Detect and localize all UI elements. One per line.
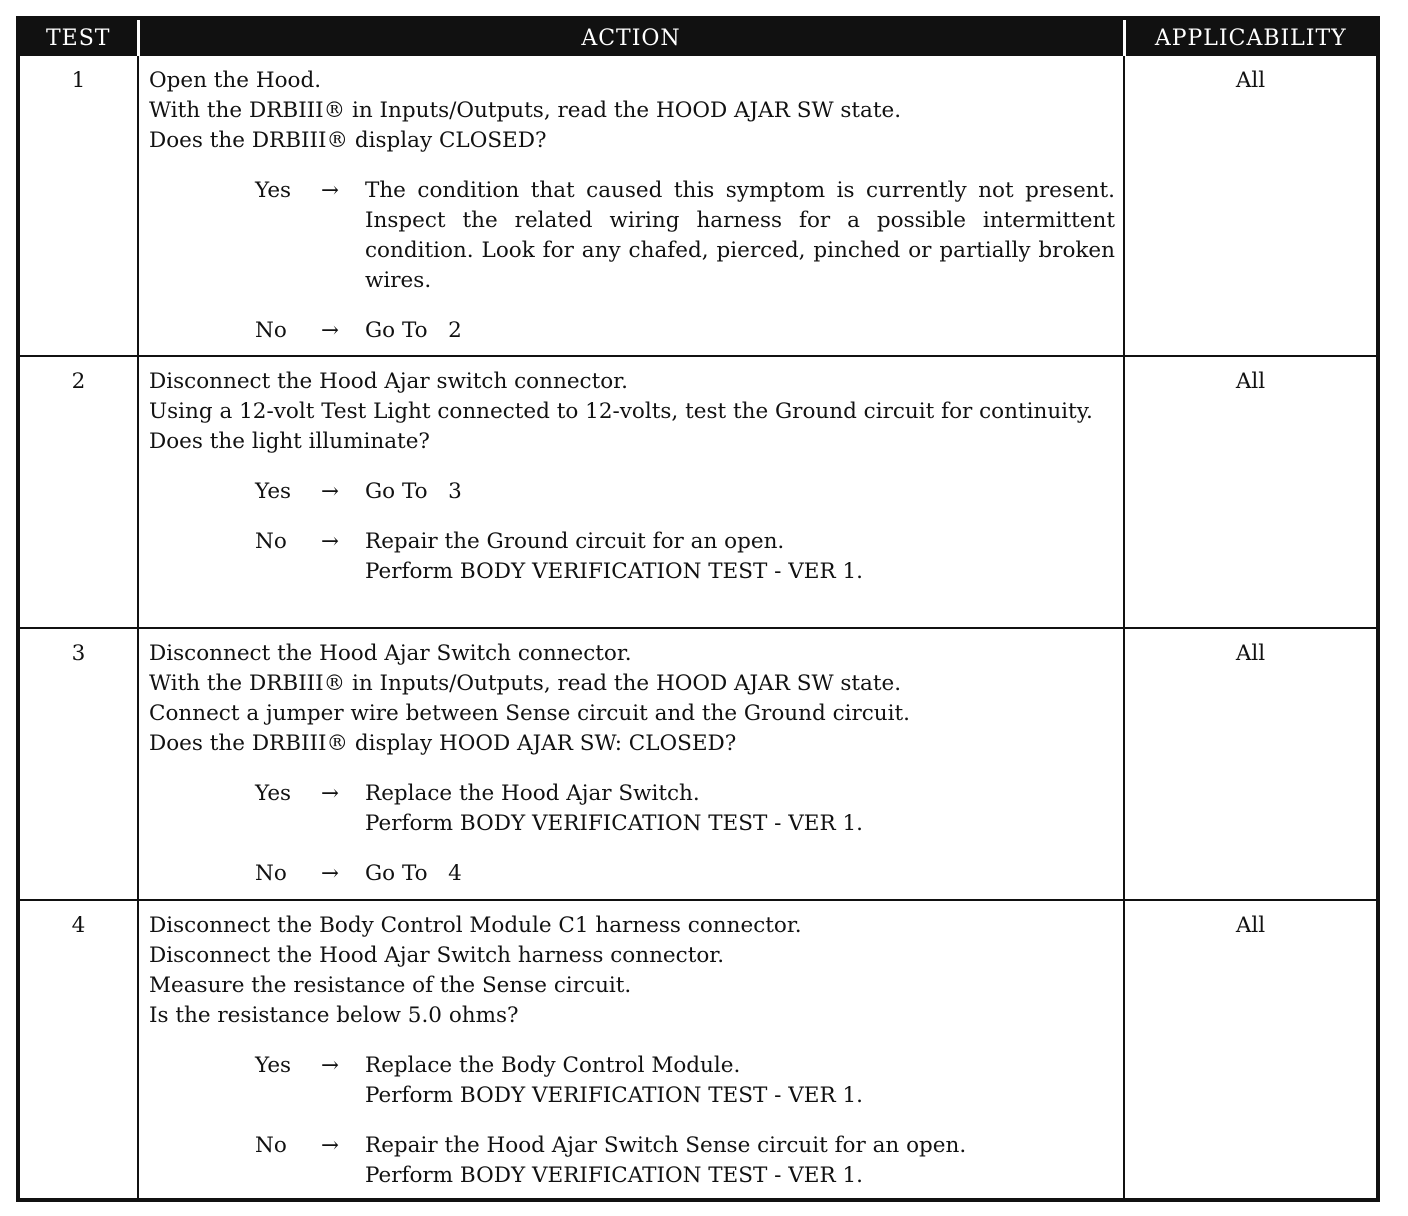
prompt-line: Measure the resistance of the Sense circuit. bbox=[149, 973, 632, 998]
right-arrow-icon: → bbox=[321, 178, 340, 203]
right-arrow-icon: → bbox=[321, 861, 340, 886]
prompt-line: Disconnect the Hood Ajar Switch harness connector. bbox=[149, 943, 725, 968]
no-answer bbox=[149, 527, 1115, 587]
right-arrow-icon: → bbox=[321, 1053, 340, 1078]
no-text: Go To 4 bbox=[365, 861, 462, 886]
right-arrow-icon: → bbox=[321, 781, 340, 806]
no-label: No bbox=[255, 529, 287, 554]
applicability-value: All bbox=[1124, 356, 1376, 628]
test-number: 4 bbox=[20, 900, 138, 1202]
no-answer bbox=[149, 859, 1115, 889]
yes-result bbox=[365, 1051, 1115, 1111]
no-label: No bbox=[255, 318, 287, 343]
prompt-line: Does the light illuminate? bbox=[149, 429, 430, 454]
yes-followup: Perform BODY VERIFICATION TEST - VER 1. bbox=[365, 1083, 864, 1108]
prompt-line: Disconnect the Body Control Module C1 harness connector. bbox=[149, 913, 802, 938]
applicability-value: All bbox=[1124, 56, 1376, 356]
yes-result bbox=[365, 176, 1115, 296]
prompt-line: Open the Hood. bbox=[149, 68, 322, 93]
header-test: TEST bbox=[20, 20, 138, 56]
yes-answer bbox=[149, 779, 1115, 839]
yes-answer bbox=[149, 1051, 1115, 1111]
action-prompt bbox=[149, 911, 1115, 1031]
no-text: Repair the Ground circuit for an open. bbox=[365, 529, 785, 554]
yes-text: The condition that caused this symptom is currently not present. Inspect the related wiring harness for a possible intermittent condition. Look for any chafed, pierced, pinched or partially broken wires. bbox=[365, 178, 1115, 293]
no-result bbox=[365, 1131, 1115, 1191]
no-answer bbox=[149, 1131, 1115, 1191]
action-cell bbox=[138, 900, 1124, 1202]
yes-text: Replace the Body Control Module. bbox=[365, 1053, 741, 1078]
table-header bbox=[20, 20, 1376, 56]
yes-label: Yes bbox=[255, 1053, 292, 1078]
no-label: No bbox=[255, 1133, 287, 1158]
applicability-value: All bbox=[1124, 900, 1376, 1202]
prompt-line: Does the DRBIII® display HOOD AJAR SW: CLOSED? bbox=[149, 731, 737, 756]
action-prompt bbox=[149, 367, 1115, 457]
no-label: No bbox=[255, 861, 287, 886]
yes-result bbox=[365, 477, 1115, 507]
table-row-test-4 bbox=[20, 900, 1376, 1202]
yes-answer bbox=[149, 477, 1115, 507]
no-result bbox=[365, 859, 1115, 889]
no-result bbox=[365, 527, 1115, 587]
table-row-test-1 bbox=[20, 56, 1376, 356]
applicability-value: All bbox=[1124, 628, 1376, 900]
prompt-line: Does the DRBIII® display CLOSED? bbox=[149, 128, 547, 153]
right-arrow-icon: → bbox=[321, 529, 340, 554]
yes-label: Yes bbox=[255, 479, 292, 504]
action-prompt bbox=[149, 639, 1115, 759]
test-table bbox=[20, 20, 1376, 1202]
test-number: 3 bbox=[20, 628, 138, 900]
yes-text: Replace the Hood Ajar Switch. bbox=[365, 781, 700, 806]
table-row-test-3 bbox=[20, 628, 1376, 900]
yes-label: Yes bbox=[255, 178, 292, 203]
no-followup: Perform BODY VERIFICATION TEST - VER 1. bbox=[365, 559, 864, 584]
prompt-line: With the DRBIII® in Inputs/Outputs, read the HOOD AJAR SW state. bbox=[149, 671, 902, 696]
yes-followup: Perform BODY VERIFICATION TEST - VER 1. bbox=[365, 811, 864, 836]
right-arrow-icon: → bbox=[321, 1133, 340, 1158]
test-number: 1 bbox=[71, 68, 86, 93]
yes-label: Yes bbox=[255, 781, 292, 806]
yes-text: Go To 3 bbox=[365, 479, 462, 504]
prompt-line: Disconnect the Hood Ajar Switch connector. bbox=[149, 641, 632, 666]
table-row-test-2 bbox=[20, 356, 1376, 628]
prompt-line: Connect a jumper wire between Sense circuit and the Ground circuit. bbox=[149, 701, 911, 726]
no-answer bbox=[149, 316, 1115, 346]
prompt-line: Using a 12-volt Test Light connected to 12-volts, test the Ground circuit for continuity. bbox=[149, 399, 1093, 424]
prompt-line: With the DRBIII® in Inputs/Outputs, read the HOOD AJAR SW state. bbox=[149, 98, 902, 123]
no-text: Go To 2 bbox=[365, 318, 462, 343]
no-followup: Perform BODY VERIFICATION TEST - VER 1. bbox=[365, 1163, 864, 1188]
test-number: 2 bbox=[20, 356, 138, 628]
no-result bbox=[365, 316, 1115, 346]
action-cell bbox=[138, 628, 1124, 900]
prompt-line: Is the resistance below 5.0 ohms? bbox=[149, 1003, 519, 1028]
right-arrow-icon: → bbox=[321, 479, 340, 504]
header-applicability: APPLICABILITY bbox=[1124, 20, 1376, 56]
right-arrow-icon: → bbox=[321, 318, 340, 343]
no-text: Repair the Hood Ajar Switch Sense circuit for an open. bbox=[365, 1133, 967, 1158]
yes-result bbox=[365, 779, 1115, 839]
action-prompt bbox=[149, 66, 1115, 156]
diagnostic-test-table bbox=[16, 16, 1380, 1202]
action-cell bbox=[138, 356, 1124, 628]
header-action: ACTION bbox=[138, 20, 1124, 56]
prompt-line: Disconnect the Hood Ajar switch connector. bbox=[149, 369, 628, 394]
yes-answer bbox=[149, 176, 1115, 296]
action-cell bbox=[138, 56, 1124, 356]
